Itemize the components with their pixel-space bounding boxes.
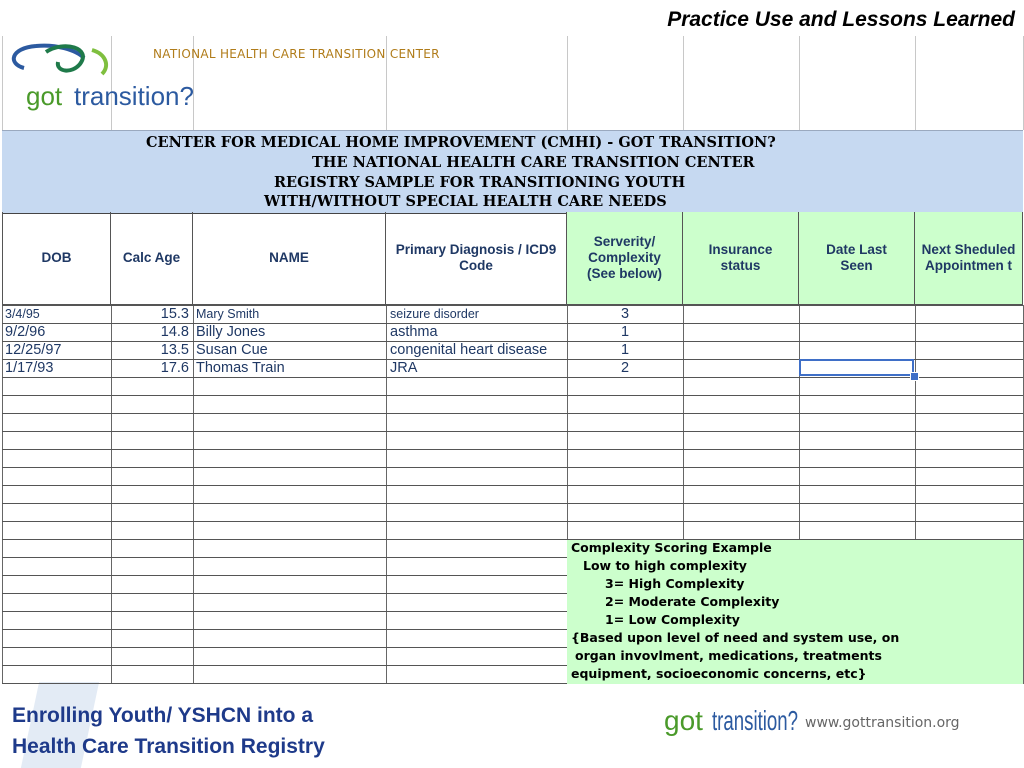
legend-line-4: 1= Low Complexity: [605, 612, 740, 627]
cell-severity[interactable]: 2: [620, 360, 630, 376]
grid-line-horizontal: [2, 467, 1023, 468]
grid-line-vertical: [2, 305, 3, 684]
legend-title: Complexity Scoring Example: [571, 540, 772, 555]
cell-name[interactable]: Mary Smith: [196, 307, 260, 321]
cell-diagnosis[interactable]: congenital heart disease: [390, 342, 548, 358]
grid-line-vertical: [567, 36, 568, 130]
grid-line-horizontal: [2, 449, 1023, 450]
legend-line-2: 3= High Complexity: [605, 576, 745, 591]
website-url[interactable]: www.gottransition.org: [805, 715, 960, 731]
cell-diagnosis[interactable]: JRA: [390, 360, 418, 376]
cell-severity[interactable]: 3: [620, 306, 630, 322]
grid-line-vertical: [193, 305, 194, 684]
legend-note-2: organ invovlment, medications, treatments: [575, 648, 882, 663]
logo-got-text: got: [26, 81, 63, 111]
cell-name[interactable]: Billy Jones: [196, 324, 266, 340]
cell-age[interactable]: 14.8: [160, 324, 189, 340]
cell-name[interactable]: Susan Cue: [196, 342, 268, 358]
footer-logo-got: got: [664, 705, 703, 736]
grid-line-horizontal: [2, 521, 1023, 522]
cell-dob[interactable]: 12/25/97: [5, 342, 62, 358]
legend-note-3: equipment, socioeconomic concerns, etc}: [571, 666, 867, 681]
header-name[interactable]: NAME: [193, 212, 386, 305]
selected-cell-outline[interactable]: [799, 359, 914, 376]
center-name: NATIONAL HEALTH CARE TRANSITION CENTER: [153, 47, 440, 61]
grid-line-vertical: [111, 305, 112, 684]
cell-dob[interactable]: 3/4/95: [5, 307, 40, 321]
grid-line-horizontal: [2, 485, 1023, 486]
cell-age[interactable]: 15.3: [160, 306, 189, 322]
grid-line-horizontal: [2, 431, 1023, 432]
fill-handle[interactable]: [910, 372, 919, 381]
footer-line-2: Health Care Transition Registry: [12, 735, 325, 758]
cell-dob[interactable]: 1/17/93: [5, 360, 54, 376]
header-next-appointment[interactable]: Next Sheduled Appointmen t: [915, 212, 1023, 305]
grid-line-horizontal: [2, 377, 1023, 378]
banner-line-3: REGISTRY SAMPLE FOR TRANSITIONING YOUTH: [274, 174, 686, 191]
grid-line-vertical: [799, 36, 800, 130]
legend-line-1: Low to high complexity: [583, 558, 747, 573]
banner-line-1: CENTER FOR MEDICAL HOME IMPROVEMENT (CMHI) - GOT TRANSITION?: [146, 134, 776, 151]
slide-footer-title: [12, 700, 325, 762]
grid-line-horizontal: [2, 395, 1023, 396]
header-calc-age[interactable]: Calc Age: [111, 212, 193, 305]
cell-severity[interactable]: 1: [620, 324, 630, 340]
grid-line-vertical: [2, 36, 3, 130]
grid-line-horizontal: [2, 503, 1023, 504]
logo-swoosh-light: [92, 50, 106, 74]
slide-title: Practice Use and Lessons Learned: [667, 8, 1015, 31]
cell-age[interactable]: 17.6: [160, 360, 189, 376]
logo-transition-text: transition?: [74, 81, 194, 111]
grid-line-horizontal: [2, 413, 1023, 414]
cell-dob[interactable]: 9/2/96: [5, 324, 46, 340]
header-date-last-seen[interactable]: Date Last Seen: [799, 212, 915, 305]
header-dob[interactable]: DOB: [2, 212, 111, 305]
got-transition-footer-logo: [662, 698, 802, 742]
cell-name[interactable]: Thomas Train: [196, 360, 285, 376]
grid-line-vertical: [915, 36, 916, 130]
header-insurance[interactable]: Insurance status: [683, 212, 799, 305]
cell-diagnosis[interactable]: seizure disorder: [390, 307, 479, 321]
cell-diagnosis[interactable]: asthma: [390, 324, 438, 340]
cell-age[interactable]: 13.5: [160, 342, 189, 358]
registry-banner: [2, 130, 1023, 214]
header-severity[interactable]: Serverity/ Complexity (See below): [567, 212, 683, 305]
banner-line-2: THE NATIONAL HEALTH CARE TRANSITION CENTER: [312, 154, 755, 171]
footer-line-1: Enrolling Youth/ YSHCN into a: [12, 704, 314, 727]
legend-note-1: {Based upon level of need and system use, on: [571, 630, 900, 645]
header-primary-diagnosis[interactable]: Primary Diagnosis / ICD9 Code: [386, 212, 567, 305]
cell-severity[interactable]: 1: [620, 342, 630, 358]
legend-line-3: 2= Moderate Complexity: [605, 594, 780, 609]
grid-line-vertical: [683, 36, 684, 130]
footer-logo-transition: transition?: [712, 705, 798, 736]
grid-line-vertical: [386, 305, 387, 684]
banner-line-4: WITH/WITHOUT SPECIAL HEALTH CARE NEEDS: [264, 193, 667, 210]
